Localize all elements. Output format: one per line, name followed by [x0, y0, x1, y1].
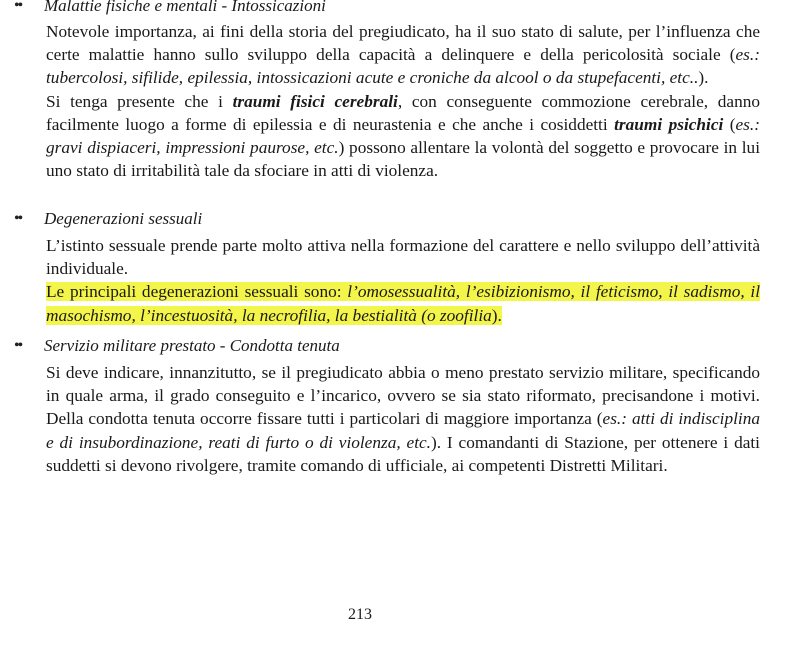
text-run-italic: l’omosessualità, l’esibizionismo, il feticismo, il sadismo, il masochismo, l’incestuosità, la necrofilia, la bestialità (o zoofilia — [46, 282, 760, 325]
text-run-bold-italic: traumi fisici cerebrali — [232, 91, 398, 111]
text-run-italic: es.: gravi dispiaceri, impressioni paurose, etc. — [46, 114, 760, 158]
paragraph — [46, 90, 760, 183]
text-run: Notevole importanza, ai fini della storia del pregiudicato, ha il suo stato di salute, per l’influenza che certe malattie hanno sullo sviluppo della capacità a delinquere e della pericolosità sociale ( — [46, 22, 760, 65]
text-run: ). — [698, 68, 709, 88]
text-run: ) possono allentare la volontà del soggetto e provocare in lui uno stato di irritabilità tale da sfociare in atti di violenza. — [46, 138, 760, 181]
paragraph — [46, 361, 760, 477]
paragraph — [46, 234, 760, 280]
text-run: L’istinto sessuale prende parte molto attiva nella formazione del carattere e nello sviluppo dell’attività individuale. — [46, 236, 760, 279]
text-run: Si tenga presente che i — [46, 91, 233, 111]
text-run: , con conseguente commozione cerebrale, danno facilmente luogo a forme di epilessia e di neurastenia e che anche i cosiddetti — [46, 91, 761, 134]
text-run-bold-italic: traumi psichici — [614, 114, 724, 134]
bullet-icon: •• — [14, 0, 22, 14]
section-malattie — [0, 0, 800, 182]
bullet-icon: •• — [14, 210, 22, 227]
text-run: Si deve indicare, innanzitutto, se il pregiudicato abbia o meno prestato servizio militare, specificando in quale arma, il grado conseguito e l’incarico, ovvero se sia stato riformato, precisandone i motivi. Della condotta tenuta occorre fissare tutti i particolari di maggiore importanza ( — [46, 363, 760, 429]
section-degenerazioni — [0, 208, 800, 327]
text-run: ). I comandanti di Stazione, per ottenere i dati suddetti si devono rivolgere, tramite comando di ufficiale, ai competenti Distretti Militari. — [46, 432, 760, 475]
text-run-italic: es.: atti di indisciplina e di insubordinazione, reati di furto o di violenza, etc. — [46, 409, 760, 452]
paragraph — [46, 20, 760, 90]
highlighted-paragraph — [46, 280, 760, 326]
bullet-icon: •• — [14, 337, 22, 354]
section-heading: Servizio militare prestato - Condotta tenuta — [44, 336, 340, 355]
page-number: 213 — [348, 606, 372, 623]
section-heading-row — [0, 208, 800, 230]
text-run: ( — [723, 114, 736, 134]
text-run: ). — [491, 305, 502, 325]
section-heading-row — [0, 0, 800, 17]
section-heading: Degenerazioni sessuali — [44, 209, 203, 228]
section-heading: Malattie fisiche e mentali - Intossicazioni — [44, 0, 326, 15]
text-run-italic: es.: tubercolosi, sifilide, epilessia, intossicazioni acute e croniche da alcool o da stupefacenti, etc.. — [46, 45, 760, 88]
section-servizio-militare — [0, 335, 800, 477]
text-run: Le principali degenerazioni sessuali sono: — [46, 282, 348, 302]
section-heading-row — [0, 335, 800, 357]
highlight-span — [46, 282, 760, 324]
